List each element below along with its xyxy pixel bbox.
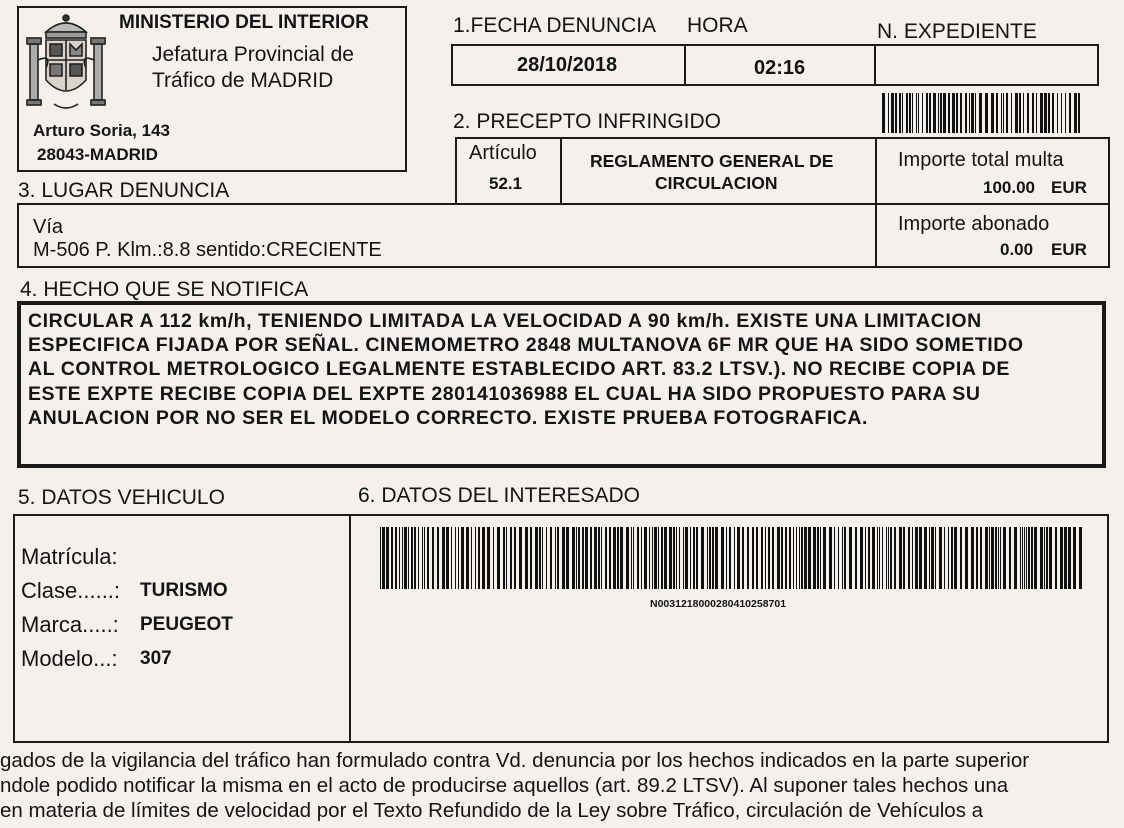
barcode-bar — [789, 527, 791, 589]
barcode-bar — [899, 93, 901, 133]
barcode-bar — [451, 527, 452, 589]
barcode-bar — [546, 527, 547, 589]
hecho-line: ESPECIFICA FIJADA POR SEÑAL. CINEMOMETRO 2848 MULTANOVA 6F MR QUE HA SIDO SOMETIDO — [28, 334, 1024, 356]
divider — [560, 137, 562, 205]
barcode-bar — [842, 527, 843, 589]
barcode-bar — [605, 527, 607, 589]
barcode-bar — [1031, 527, 1033, 589]
footer-line3: en materia de límites de velocidad por el Texto Refundido de la Ley sobre Tráfico, circulación de Vehículos a — [0, 799, 984, 822]
barcode-bar — [519, 527, 522, 589]
barcode-bar — [1024, 527, 1025, 589]
barcode-bar — [673, 527, 675, 589]
barcode-bar — [487, 527, 490, 589]
barcode-bar — [382, 527, 385, 589]
barcode-bar — [1055, 527, 1057, 589]
barcode-bar — [471, 527, 472, 589]
barcode-bar — [933, 93, 936, 133]
barcode-bar — [1046, 527, 1048, 589]
barcode-bar — [497, 527, 500, 589]
barcode-bar — [903, 527, 905, 589]
hecho-line: ESTE EXPTE RECIBE COPIA DEL EXPTE 280141036988 EL CUAL HA SIDO PROPUESTO PARA SU — [28, 383, 981, 405]
barcode-bar — [478, 527, 480, 589]
barcode-bar — [919, 527, 922, 589]
barcode-bar — [985, 527, 988, 589]
barcode-bar — [761, 527, 763, 589]
barcode-bar — [562, 527, 565, 589]
barcode-bar — [909, 93, 911, 133]
barcode-bar — [777, 527, 780, 589]
barcode-bar — [676, 527, 677, 589]
barcode-bar — [737, 527, 740, 589]
barcode-bar — [701, 527, 704, 589]
divider — [349, 514, 351, 743]
barcode-bar — [458, 527, 459, 589]
barcode-bar — [503, 527, 505, 589]
barcode-bar — [1052, 93, 1054, 133]
barcode-bar — [1014, 527, 1017, 589]
barcode-bar — [446, 527, 449, 589]
barcode-bar — [1003, 527, 1006, 589]
barcode-bar — [860, 527, 863, 589]
barcode-bar — [679, 527, 680, 589]
barcode-bar — [1064, 527, 1067, 589]
barcode-bar — [808, 527, 811, 589]
coat-of-arms-icon — [24, 10, 108, 122]
barcode-bar — [747, 527, 749, 589]
hora-label: HORA — [687, 14, 748, 37]
barcode-bar — [427, 527, 429, 589]
barcode-bar — [895, 93, 897, 133]
barcode-bar — [408, 527, 409, 589]
barcode-bar — [399, 527, 400, 589]
barcode-bar — [991, 93, 994, 133]
barcode-bar — [1044, 527, 1045, 589]
barcode-bar — [729, 527, 731, 589]
via-value: M-506 P. Klm.:8.8 sentido:CRECIENTE — [33, 239, 382, 261]
marca-value: PEUGEOT — [140, 614, 233, 635]
barcode-bar — [995, 527, 997, 589]
importe-abonado-value: 0.00 — [1000, 240, 1034, 259]
address-line1: Arturo Soria, 143 — [33, 121, 170, 140]
barcode-bar — [916, 93, 917, 133]
barcode-bar — [938, 93, 939, 133]
footer-line2: ndole podido notificar la misma en el acto de producirse aquellos (art. 89.2 LTSV). Al suponer tales hechos una — [0, 774, 1009, 797]
barcode-bar — [1026, 527, 1027, 589]
importe-total-label: Importe total multa — [898, 149, 1064, 171]
barcode-bar — [965, 527, 968, 589]
barcode-bar — [721, 527, 724, 589]
barcode-bar — [1009, 527, 1011, 589]
barcode-bar — [482, 527, 485, 589]
barcode-bar — [617, 527, 619, 589]
barcode-bar — [944, 527, 945, 589]
barcode-bar — [834, 527, 835, 589]
interesado-barcode — [380, 527, 1084, 589]
barcode-bar — [971, 527, 974, 589]
precepto-label: 2. PRECEPTO INFRINGIDO — [453, 110, 721, 133]
barcode-bar — [1034, 527, 1037, 589]
barcode-bar — [926, 93, 928, 133]
barcode-bar — [437, 527, 439, 589]
barcode-bar — [644, 527, 647, 589]
barcode-bar — [998, 527, 999, 589]
barcode-bar — [980, 527, 982, 589]
hora-value: 02:16 — [754, 57, 806, 79]
barcode-number-suffix: 1 — [780, 598, 787, 610]
barcode-bar — [530, 527, 532, 589]
barcode-bar — [432, 527, 434, 589]
datos-vehiculo-label: 5. DATOS VEHICULO — [18, 486, 225, 509]
barcode-bar — [888, 93, 889, 133]
barcode-bar — [960, 93, 962, 133]
barcode-bar — [960, 527, 962, 589]
barcode-bar — [685, 527, 688, 589]
via-label: Vía — [33, 216, 64, 238]
divider — [874, 44, 876, 86]
barcode-bar — [1023, 93, 1024, 133]
barcode-bar — [709, 527, 711, 589]
barcode-bar — [882, 527, 883, 589]
barcode-bar — [395, 527, 397, 589]
barcode-bar — [1003, 93, 1004, 133]
barcode-bar — [550, 527, 552, 589]
hecho-label: 4. HECHO QUE SE NOTIFICA — [20, 278, 309, 301]
expediente-label: N. EXPEDIENTE — [877, 20, 1037, 43]
barcode-bar — [855, 527, 857, 589]
office-line2: Tráfico de MADRID — [152, 69, 334, 92]
importe-abonado-label: Importe abonado — [898, 213, 1050, 235]
barcode-bar — [514, 527, 516, 589]
barcode-bar — [849, 527, 852, 589]
barcode-bar — [781, 527, 783, 589]
barcode-bar — [1040, 527, 1043, 589]
barcode-bar — [1040, 93, 1043, 133]
barcode-bar — [951, 527, 953, 589]
barcode-bar — [918, 93, 919, 133]
barcode-bar — [939, 527, 942, 589]
clase-value: TURISMO — [140, 580, 228, 601]
barcode-bar — [566, 527, 569, 589]
barcode-bar — [613, 527, 616, 589]
barcode-bar — [796, 527, 797, 589]
barcode-bar — [989, 527, 990, 589]
barcode-bar — [683, 527, 684, 589]
office-line1: Jefatura Provincial de — [152, 43, 354, 66]
articulo-value: 52.1 — [489, 174, 523, 193]
importe-total-value: 100.00 — [983, 178, 1035, 197]
barcode-bar — [906, 93, 908, 133]
barcode-bar — [693, 527, 695, 589]
barcode-bar — [829, 527, 832, 589]
ministry-name: MINISTERIO DEL INTERIOR — [119, 12, 369, 33]
barcode-bar — [418, 527, 419, 589]
barcode-bar — [820, 527, 821, 589]
barcode-bar — [461, 527, 464, 589]
barcode-bar — [1022, 527, 1023, 589]
barcode-bar — [601, 527, 602, 589]
barcode-bar — [493, 527, 494, 589]
barcode-bar — [1020, 527, 1021, 589]
barcode-bar — [424, 527, 425, 589]
barcode-bar — [386, 527, 389, 589]
fecha-denuncia-label: 1.FECHA DENUNCIA — [453, 14, 657, 37]
expediente-barcode — [882, 93, 1082, 133]
barcode-bar — [557, 527, 559, 589]
barcode-bar — [658, 527, 659, 589]
barcode-bar — [823, 527, 826, 589]
barcode-bar — [890, 527, 892, 589]
barcode-bar — [1078, 93, 1080, 133]
barcode-bar — [817, 527, 819, 589]
barcode-bar — [1069, 93, 1071, 133]
barcode-bar — [582, 527, 584, 589]
barcode-bar — [620, 527, 623, 589]
footer-line1: gados de la vigilancia del tráfico han formulado contra Vd. denuncia por los hechos indicados en la parte superior — [0, 749, 1030, 772]
barcode-bar — [772, 527, 774, 589]
barcode-bar — [785, 527, 787, 589]
barcode-bar — [380, 527, 381, 589]
barcode-bar — [1057, 93, 1058, 133]
barcode-bar — [929, 527, 930, 589]
barcode-bar — [868, 527, 870, 589]
barcode-bar — [912, 527, 913, 589]
reglamento-line1: REGLAMENTO GENERAL DE — [590, 151, 834, 171]
barcode-bar — [707, 527, 708, 589]
barcode-bar — [793, 527, 794, 589]
modelo-value: 307 — [140, 648, 172, 669]
barcode-bar — [1048, 93, 1050, 133]
barcode-bar — [661, 527, 663, 589]
barcode-bar — [506, 527, 507, 589]
barcode-bar — [954, 527, 957, 589]
barcode-bar — [940, 93, 942, 133]
barcode-bar — [402, 527, 403, 589]
barcode-bar — [952, 93, 955, 133]
barcode-bar — [975, 93, 976, 133]
barcode-bar — [598, 527, 600, 589]
barcode-bar — [1044, 93, 1047, 133]
barcode-bar — [948, 93, 950, 133]
barcode-bar — [664, 527, 667, 589]
barcode-bar — [696, 527, 698, 589]
articulo-label: Artículo — [469, 142, 537, 164]
barcode-bar — [525, 527, 528, 589]
barcode-bar — [637, 527, 639, 589]
barcode-bar — [971, 93, 974, 133]
address-line2: 28043-MADRID — [37, 145, 158, 164]
barcode-bar — [956, 93, 958, 133]
barcode-number-main: N003121800028041025870 — [650, 598, 781, 610]
barcode-bar — [535, 527, 538, 589]
barcode-bar — [969, 93, 970, 133]
lugar-label: 3. LUGAR DENUNCIA — [18, 179, 230, 202]
barcode-bar — [844, 527, 846, 589]
barcode-bar — [965, 93, 967, 133]
barcode-bar — [948, 527, 949, 589]
barcode-bar — [1074, 93, 1077, 133]
barcode-bar — [991, 527, 994, 589]
barcode-bar — [915, 527, 918, 589]
barcode-bar — [804, 527, 807, 589]
barcode-bar — [404, 527, 407, 589]
barcode-bar — [765, 527, 766, 589]
importe-total-currency: EUR — [1051, 178, 1087, 197]
barcode-bar — [475, 527, 476, 589]
barcode-bar — [652, 527, 653, 589]
barcode-bar — [879, 527, 880, 589]
barcode-bar — [1061, 93, 1062, 133]
barcode-bar — [1028, 527, 1030, 589]
barcode-bar — [669, 527, 672, 589]
barcode-bar — [590, 527, 592, 589]
barcode-bar — [572, 527, 575, 589]
barcode-bar — [1036, 93, 1037, 133]
barcode-bar — [756, 527, 758, 589]
barcode-bar — [799, 527, 800, 589]
barcode-bar — [442, 527, 445, 589]
barcode-bar — [886, 527, 887, 589]
hecho-line: CIRCULAR A 112 km/h, TENIENDO LIMITADA LA VELOCIDAD A 90 km/h. EXISTE UNA LIMITACION — [28, 310, 982, 332]
barcode-bar — [888, 527, 889, 589]
barcode-bar — [633, 527, 634, 589]
barcode-bar — [1049, 527, 1052, 589]
barcode-bar — [626, 527, 629, 589]
reglamento-line2: CIRCULACION — [655, 173, 778, 193]
importe-abonado-currency: EUR — [1051, 240, 1087, 259]
barcode-bar — [1015, 93, 1018, 133]
barcode-bar — [455, 527, 456, 589]
barcode-bar — [609, 527, 611, 589]
barcode-bar — [922, 93, 923, 133]
barcode-bar — [899, 527, 902, 589]
barcode-bar — [734, 527, 735, 589]
barcode-bar — [1019, 93, 1021, 133]
barcode-bar — [912, 93, 913, 133]
datos-interesado-label: 6. DATOS DEL INTERESADO — [358, 484, 641, 507]
barcode-bar — [979, 93, 982, 133]
barcode-bar — [712, 527, 714, 589]
barcode-bar — [1060, 527, 1063, 589]
barcode-bar — [1079, 527, 1082, 589]
barcode-bar — [1032, 93, 1034, 133]
barcode-bar — [742, 527, 744, 589]
marca-label: Marca.....: — [21, 612, 119, 637]
barcode-bar — [865, 527, 866, 589]
barcode-bar — [414, 527, 416, 589]
barcode-bar — [631, 527, 632, 589]
barcode-bar — [578, 527, 580, 589]
barcode-bar — [466, 527, 469, 589]
barcode-bar — [908, 527, 910, 589]
hecho-line: AL CONTROL METROLOGICO LEGALMENTE ESTABLECIDO ART. 83.2 LTSV.). NO RECIBE COPIA DE — [28, 358, 1010, 380]
barcode-bar — [585, 527, 588, 589]
barcode-bar — [555, 527, 556, 589]
clase-label: Clase......: — [21, 578, 121, 603]
barcode-bar — [649, 527, 650, 589]
barcode-bar — [752, 527, 754, 589]
barcode-bar — [594, 527, 597, 589]
barcode-bar — [510, 527, 512, 589]
hecho-line: ANULACION POR NO SER EL MODELO CORRECTO. EXISTE PRUEBA FOTOGRAFICA. — [28, 407, 869, 429]
barcode-bar — [539, 527, 541, 589]
barcode-bar — [576, 527, 577, 589]
barcode-bar — [1073, 527, 1076, 589]
barcode-bar — [641, 527, 642, 589]
barcode-bar — [935, 527, 936, 589]
matricula-label: Matrícula: — [21, 544, 118, 569]
barcode-bar — [542, 527, 543, 589]
barcode-bar — [943, 93, 946, 133]
barcode-bar — [1065, 93, 1066, 133]
barcode-bar — [996, 93, 998, 133]
barcode-bar — [1000, 527, 1001, 589]
barcode-bar — [838, 527, 839, 589]
barcode-bar — [715, 527, 718, 589]
barcode-bar — [976, 527, 978, 589]
barcode-bar — [872, 527, 875, 589]
barcode-bar — [422, 527, 423, 589]
barcode-bar — [902, 93, 903, 133]
barcode-bar — [894, 527, 896, 589]
barcode-bar — [768, 527, 770, 589]
barcode-bar — [891, 93, 894, 133]
barcode-bar — [931, 527, 934, 589]
barcode-bar — [882, 93, 885, 133]
barcode-bar — [801, 527, 803, 589]
barcode-bar — [1068, 527, 1071, 589]
divider — [684, 44, 686, 86]
barcode-bar — [690, 527, 691, 589]
barcode-bar — [654, 527, 657, 589]
fecha-value: 28/10/2018 — [517, 54, 618, 76]
barcode-bar — [985, 93, 988, 133]
barcode-bar — [1011, 93, 1012, 133]
modelo-label: Modelo...: — [21, 646, 118, 671]
barcode-bar — [929, 93, 931, 133]
barcode-number — [650, 598, 786, 610]
barcode-bar — [391, 527, 393, 589]
barcode-bar — [924, 527, 927, 589]
barcode-bar — [1006, 93, 1008, 133]
barcode-bar — [1001, 93, 1002, 133]
barcode-bar — [877, 527, 878, 589]
barcode-bar — [1027, 93, 1029, 133]
barcode-bar — [813, 527, 816, 589]
barcode-bar — [411, 527, 413, 589]
barcode-bar — [726, 527, 727, 589]
